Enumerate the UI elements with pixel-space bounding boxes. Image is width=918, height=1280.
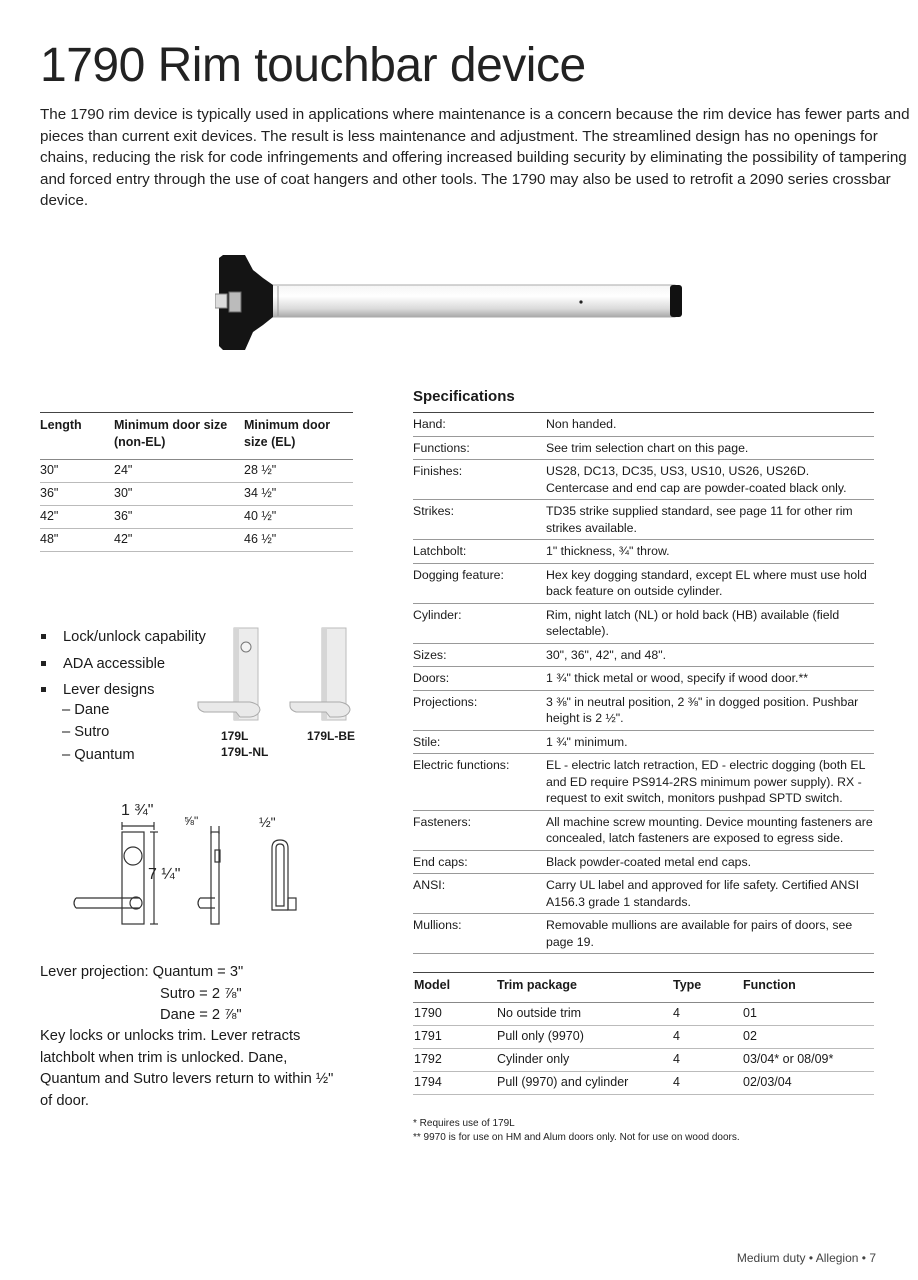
- trim-179l-be-image: [288, 624, 356, 724]
- table-cell: 42": [114, 529, 244, 552]
- spec-value: TD35 strike supplied standard, see page 11 for other rim strikes available.: [546, 500, 874, 540]
- spec-row: [413, 413, 874, 437]
- table-cell: Pull (9970) and cylinder: [496, 1072, 672, 1095]
- intro-paragraph: The 1790 rim device is typically used in applications where maintenance is a concern because the rim device has fewer parts and pieces than current exit devices. The result is less maintenance and adjustment. The streamlined design has no openings for chains, reducing the risk for code infringements and offering increased building security by eliminating the possibility of tampering and forced entry through the use of coat hangers and other tools. The 1790 may also be used to retrofit a 2090 series crossbar device.: [40, 106, 910, 209]
- spec-row: [413, 540, 874, 564]
- table-row: [413, 1003, 874, 1026]
- dimension-height: 7 ¼": [148, 866, 181, 883]
- spec-label: Fasteners:: [413, 810, 546, 850]
- spec-value: 30", 36", 42", and 48".: [546, 643, 874, 667]
- dimension-lever: ½": [259, 814, 276, 830]
- table-cell: 42": [40, 506, 114, 529]
- table-cell: 02: [742, 1026, 874, 1049]
- list-item: – Sutro: [62, 724, 110, 741]
- table-cell: 24": [114, 460, 244, 483]
- footnote: * Requires use of 179L: [413, 1118, 515, 1129]
- spec-label: Latchbolt:: [413, 540, 546, 564]
- lever-projection-dane: Dane = 2 ⅞": [160, 1007, 242, 1023]
- table-row: [40, 483, 353, 506]
- table-cell: 02/03/04: [742, 1072, 874, 1095]
- table-row: [413, 1072, 874, 1095]
- model-header: Model: [413, 973, 496, 1003]
- spec-row: [413, 500, 874, 540]
- spec-row: [413, 874, 874, 914]
- dimension-depth: ⅝": [184, 814, 199, 828]
- lever-designs-list: [62, 699, 135, 766]
- list-item: – Quantum: [62, 746, 135, 763]
- model-table: [413, 972, 874, 1095]
- list-item: – Dane: [62, 702, 110, 718]
- feature-label: ADA accessible: [63, 655, 166, 672]
- function-header: Function: [742, 973, 874, 1003]
- spec-row: [413, 690, 874, 730]
- feature-label: Lever designs: [63, 682, 155, 698]
- table-cell: 40 ½": [244, 506, 353, 529]
- table-row: [413, 1026, 874, 1049]
- bullet-icon: [41, 634, 46, 639]
- table-cell: 4: [672, 1072, 742, 1095]
- key-description: Key locks or unlocks trim. Lever retracts latchbolt when trim is unlocked. Dane, Quantum and Sutro levers return to within ½" of door.: [40, 1028, 334, 1109]
- length-header: Length: [40, 413, 114, 460]
- table-cell: 30": [114, 483, 244, 506]
- spec-label: Dogging feature:: [413, 563, 546, 603]
- spec-label: Stile:: [413, 730, 546, 754]
- specifications-table: [413, 412, 874, 954]
- spec-label: End caps:: [413, 850, 546, 874]
- spec-row: [413, 754, 874, 811]
- spec-row: [413, 436, 874, 460]
- trim-caption-179l-nl: 179L-NL: [221, 745, 269, 759]
- dimension-width: 1 ¾": [121, 802, 154, 819]
- spec-value: 1 ¾" thick metal or wood, specify if wood door.**: [546, 667, 874, 691]
- spec-row: [413, 667, 874, 691]
- table-cell: 4: [672, 1003, 742, 1026]
- table-cell: 1790: [413, 1003, 496, 1026]
- table-cell: Cylinder only: [496, 1049, 672, 1072]
- bullet-icon: [41, 687, 46, 692]
- spec-row: [413, 643, 874, 667]
- spec-value: 1" thickness, ¾" throw.: [546, 540, 874, 564]
- specifications-heading: Specifications: [413, 388, 515, 405]
- table-cell: 1792: [413, 1049, 496, 1072]
- spec-value: Rim, night latch (NL) or hold back (HB) available (field selectable).: [546, 603, 874, 643]
- spec-row: [413, 460, 874, 500]
- table-cell: 30": [40, 460, 114, 483]
- table-cell: 4: [672, 1026, 742, 1049]
- spec-value: EL - electric latch retraction, ED - electric dogging (both EL and ED require PS914-2RS minimum power supply). RX - request to exit switch, monitors pushpad SPTD switch.: [546, 754, 874, 811]
- spec-row: [413, 914, 874, 954]
- spec-label: Finishes:: [413, 460, 546, 500]
- list-item: [41, 624, 206, 651]
- table-cell: 46 ½": [244, 529, 353, 552]
- table-cell: 48": [40, 529, 114, 552]
- spec-row: [413, 603, 874, 643]
- table-cell: 4: [672, 1049, 742, 1072]
- min-door-el-header: Minimum door size (EL): [244, 413, 353, 460]
- table-cell: 03/04* or 08/09*: [742, 1049, 874, 1072]
- table-cell: 36": [40, 483, 114, 506]
- lever-projection-quantum: Lever projection: Quantum = 3": [40, 964, 244, 980]
- table-cell: No outside trim: [496, 1003, 672, 1026]
- spec-value: Carry UL label and approved for life safety. Certified ANSI A156.3 grade 1 standards.: [546, 874, 874, 914]
- trim-179l-image: [196, 624, 266, 724]
- spec-value: Non handed.: [546, 413, 874, 437]
- min-door-nonel-header: Minimum door size (non-EL): [114, 413, 244, 460]
- page-title: 1790 Rim touchbar device: [40, 39, 586, 92]
- table-cell: 1791: [413, 1026, 496, 1049]
- list-item: [41, 651, 206, 678]
- trim-caption-179l: 179L: [221, 729, 249, 743]
- spec-value: US28, DC13, DC35, US3, US10, US26, US26D. Centercase and end cap are powder-coated black only.: [546, 460, 874, 500]
- spec-row: [413, 563, 874, 603]
- lever-projection-sutro: Sutro = 2 ⅞": [160, 985, 242, 1002]
- spec-label: Sizes:: [413, 643, 546, 667]
- spec-row: [413, 850, 874, 874]
- trim-package-header: Trim package: [496, 973, 672, 1003]
- trim-caption-179l-be: 179L-BE: [307, 729, 356, 743]
- spec-label: Hand:: [413, 413, 546, 437]
- footnotes: [413, 1117, 740, 1144]
- spec-label: Electric functions:: [413, 754, 546, 811]
- table-row: [40, 460, 353, 483]
- spec-label: Functions:: [413, 436, 546, 460]
- spec-label: Mullions:: [413, 914, 546, 954]
- length-table: [40, 412, 353, 552]
- spec-value: Hex key dogging standard, except EL where must use hold back feature on outside cylinder.: [546, 563, 874, 603]
- spec-label: Cylinder:: [413, 603, 546, 643]
- spec-label: Projections:: [413, 690, 546, 730]
- spec-value: 1 ¾" minimum.: [546, 730, 874, 754]
- page-footer: Medium duty • Allegion • 7: [736, 1251, 876, 1265]
- type-header: Type: [672, 973, 742, 1003]
- bullet-icon: [41, 661, 46, 666]
- table-row: [40, 529, 353, 552]
- spec-value: Black powder-coated metal end caps.: [546, 850, 874, 874]
- feature-label: Lock/unlock capability: [63, 629, 206, 645]
- spec-row: [413, 730, 874, 754]
- spec-label: ANSI:: [413, 874, 546, 914]
- table-row: [413, 1049, 874, 1072]
- touchbar-device-image: [215, 250, 685, 355]
- spec-value: All machine screw mounting. Device mounting fasteners are concealed, latch fasteners are exposed to egress side.: [546, 810, 874, 850]
- table-row: [40, 506, 353, 529]
- features-list: [41, 624, 206, 704]
- table-cell: 1794: [413, 1072, 496, 1095]
- spec-value: Removable mullions are available for pairs of doors, see page 19.: [546, 914, 874, 954]
- table-cell: 01: [742, 1003, 874, 1026]
- table-cell: 34 ½": [244, 483, 353, 506]
- spec-value: See trim selection chart on this page.: [546, 436, 874, 460]
- lever-projection: [40, 962, 243, 1027]
- spec-value: 3 ⅜" in neutral position, 2 ⅜" in dogged position. Pushbar height is 2 ½".: [546, 690, 874, 730]
- spec-row: [413, 810, 874, 850]
- table-cell: 36": [114, 506, 244, 529]
- spec-label: Strikes:: [413, 500, 546, 540]
- table-cell: Pull only (9970): [496, 1026, 672, 1049]
- footnote: ** 9970 is for use on HM and Alum doors only. Not for use on wood doors.: [413, 1131, 740, 1143]
- spec-label: Doors:: [413, 667, 546, 691]
- table-cell: 28 ½": [244, 460, 353, 483]
